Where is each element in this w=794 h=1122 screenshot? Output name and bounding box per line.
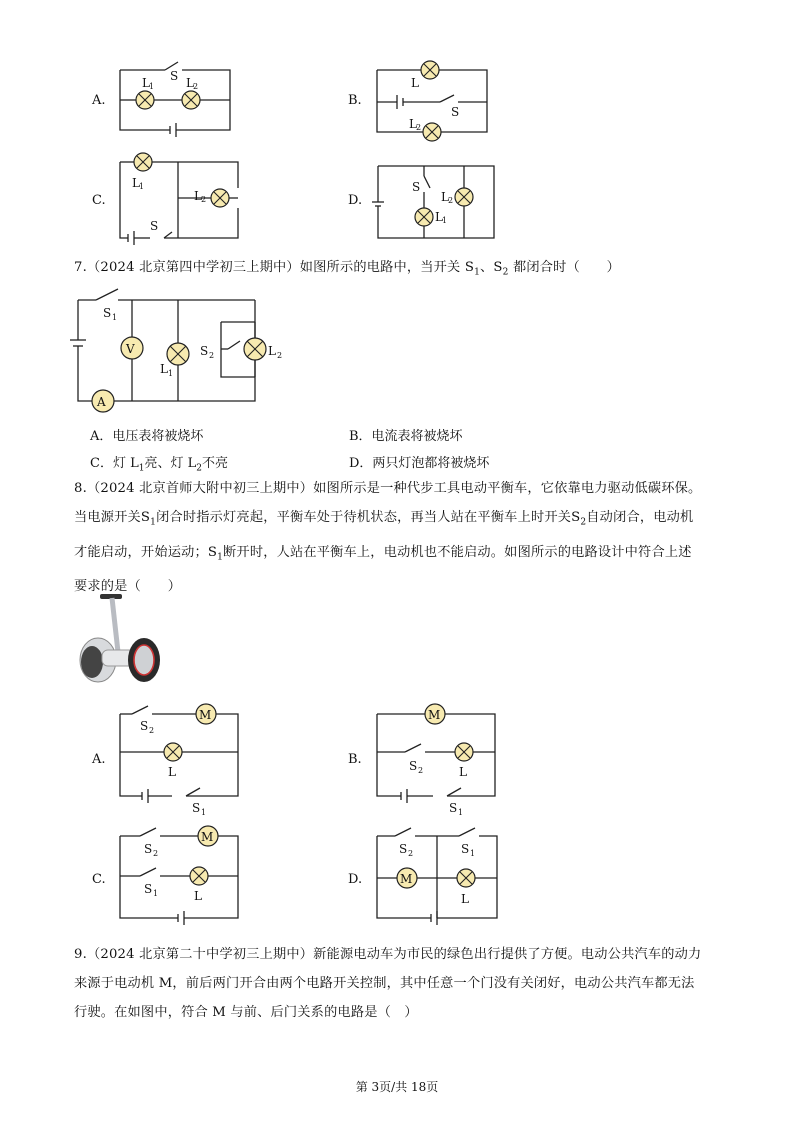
- svg-text:L: L: [435, 210, 443, 224]
- svg-text:S: S: [200, 344, 209, 358]
- svg-text:2: 2: [209, 351, 215, 360]
- svg-text:L: L: [461, 892, 469, 906]
- svg-text:S: S: [170, 69, 179, 83]
- svg-text:S: S: [399, 842, 408, 856]
- q7-question: 7.（2024 北京第四中学初三上期中）如图所示的电路中，当开关 $S_1$、$S_2$ 都闭合时（ ）: [74, 260, 621, 278]
- svg-text:V: V: [126, 342, 135, 356]
- svg-text:L: L: [168, 765, 176, 779]
- q7-choice-b: B．电流表将被烧坏: [349, 429, 463, 444]
- q9-question: 9.（2024 北京第二十中学初三上期中）新能源电动车为市民的绿色出行提供了方便。电动公共汽车的动力 来源于电动机 M，前后两门开合由两个电路开关控制，其中任意一个门没有关闭好，电动公共汽车都无法 行驶。在如图中，符合 M 与前、后门关系的电路是（ ）: [74, 947, 702, 1020]
- svg-text:1: 1: [168, 369, 174, 378]
- svg-text:2: 2: [416, 123, 422, 132]
- page-footer: 第 3页/共 18页: [355, 1080, 439, 1094]
- svg-text:S: S: [449, 801, 458, 815]
- q8-circuit-b: [365, 700, 505, 815]
- svg-text:1: 1: [470, 849, 476, 858]
- q6-circuit-b: [365, 58, 505, 148]
- balance-scooter-image: [72, 590, 167, 690]
- svg-text:L: L: [160, 362, 168, 376]
- svg-text:1: 1: [112, 313, 118, 322]
- svg-text:M: M: [199, 708, 212, 722]
- svg-text:S: S: [192, 801, 201, 815]
- q8-circuit-a: [110, 700, 250, 815]
- svg-text:S: S: [461, 842, 470, 856]
- q6-option-c-label: C.: [92, 193, 106, 208]
- svg-text:S: S: [144, 842, 153, 856]
- svg-text:L: L: [411, 76, 419, 90]
- q7-number: 7.: [74, 260, 87, 275]
- svg-text:S: S: [409, 759, 418, 773]
- svg-text:S: S: [150, 219, 159, 233]
- svg-text:L: L: [194, 889, 202, 903]
- q6-option-d-label: D.: [348, 193, 363, 208]
- svg-text:L: L: [194, 189, 202, 203]
- svg-text:M: M: [201, 830, 214, 844]
- svg-text:2: 2: [408, 849, 414, 858]
- q7-circuit: [68, 285, 298, 420]
- q8-option-c-label: C.: [92, 872, 106, 887]
- svg-text:S: S: [140, 719, 149, 733]
- svg-text:S: S: [412, 180, 421, 194]
- svg-text:2: 2: [448, 196, 454, 205]
- svg-text:2: 2: [277, 351, 283, 360]
- q6-circuit-a: [110, 60, 250, 150]
- svg-text:1: 1: [139, 182, 145, 191]
- q8-circuit-d: [365, 822, 515, 932]
- svg-text:L: L: [409, 117, 417, 131]
- q8-question: 8.（2024 北京首师大附中初三上期中）如图所示是一种代步工具电动平衡车，它依靠电力驱动低碳环保。 当电源开关$S_1$闭合时指示灯亮起，平衡车处于待机状态，再当人站在平衡车上时开关$S_2$自动闭合，电动机 才能启动，开始运动；$S_1$断开时，人站在平衡车上，电动机也不能启动。如图所示的电路设计中符合上述 要求的是（ ）: [74, 481, 702, 595]
- svg-text:1: 1: [153, 889, 159, 898]
- svg-text:2: 2: [201, 195, 207, 204]
- q6-circuit-c: [110, 150, 250, 250]
- svg-text:L: L: [142, 76, 150, 90]
- q8-number: 8.: [74, 481, 87, 496]
- q6-circuit-d: [368, 158, 508, 248]
- svg-text:M: M: [428, 708, 441, 722]
- svg-text:S: S: [144, 882, 153, 896]
- svg-text:L: L: [132, 176, 140, 190]
- svg-text:1: 1: [442, 216, 448, 225]
- svg-text:S: S: [103, 306, 112, 320]
- q8-option-a-label: A.: [92, 752, 106, 767]
- svg-text:L: L: [441, 190, 449, 204]
- svg-text:L: L: [268, 344, 276, 358]
- q9-number: 9.: [74, 947, 87, 962]
- q9-source: （2024 北京第二十中学初三上期中）: [86, 947, 314, 962]
- q8-option-b-label: B.: [348, 752, 362, 767]
- svg-text:L: L: [459, 765, 467, 779]
- q8-option-d-label: D.: [348, 872, 363, 887]
- svg-text:2: 2: [193, 82, 199, 91]
- svg-text:2: 2: [153, 849, 159, 858]
- q7-choice-d: D．两只灯泡都将被烧坏: [349, 456, 490, 471]
- svg-text:1: 1: [458, 808, 464, 817]
- svg-text:A: A: [97, 395, 106, 409]
- svg-text:L: L: [186, 76, 194, 90]
- svg-text:1: 1: [201, 808, 207, 817]
- q6-option-b-label: B.: [348, 93, 362, 108]
- q7-source: （2024 北京第四中学初三上期中）: [86, 260, 300, 275]
- q8-circuit-c: [110, 822, 250, 932]
- q8-source: （2024 北京首师大附中初三上期中）: [86, 481, 314, 496]
- q7-choice-c: C．灯 $L_1$亮、灯 $L_2$不亮: [90, 456, 228, 474]
- q7-choice-a: A．电压表将被烧坏: [90, 429, 204, 444]
- q6-option-a-label: A.: [92, 93, 106, 108]
- svg-text:S: S: [451, 105, 460, 119]
- svg-text:2: 2: [149, 726, 155, 735]
- svg-text:M: M: [400, 872, 413, 886]
- svg-text:1: 1: [149, 82, 155, 91]
- svg-text:2: 2: [418, 766, 424, 775]
